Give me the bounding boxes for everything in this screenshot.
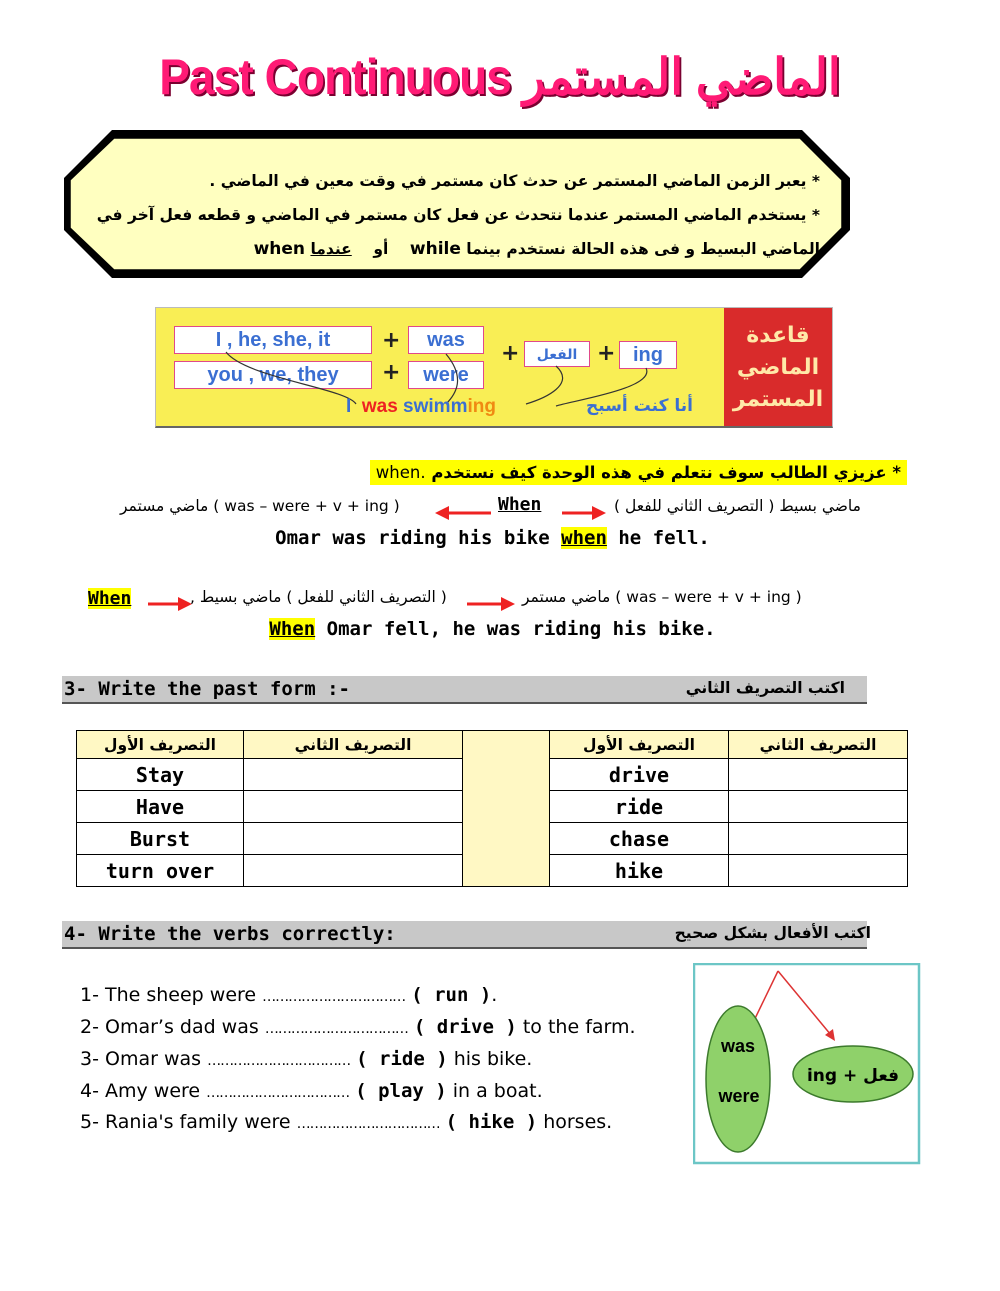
arrow-right-icon [146,594,194,614]
when-heading-ar: * عزيزي الطالب سوف نتعلم في هذه الوحدة كيف نستخدم [431,463,901,482]
base-verb: Have [77,791,244,823]
exercise-item [80,984,497,1006]
when-heading [370,460,907,485]
col-header-first: التصريف الأول [550,731,729,759]
example-sentence-1 [0,527,985,549]
base-verb: turn over [77,855,244,887]
sentence2-rest: Omar fell, he was riding his bike. [326,618,716,640]
diagram-verb-ing: فعل + ing [806,1066,900,1086]
sentence1-when: when [561,527,607,549]
when-word: when [253,239,306,259]
table-divider [463,731,550,887]
item-prefix: 4- Amy were [80,1080,201,1102]
sentence1-part-a: Omar was riding his bike [275,527,550,549]
plus-sign: + [382,328,401,353]
arrow-left-icon [433,503,493,523]
verb-box: الفعل [524,341,590,367]
arrow-right-icon [465,594,517,614]
page-title [40,48,960,106]
answer-cell[interactable] [244,855,463,887]
answer-blank[interactable]: …………………………… [207,1053,351,1069]
col-header-second: التصريف الثاني [729,731,908,759]
example-arabic: أنا كنت أسبح [586,396,693,416]
plural-pronouns-box: you , we, they [174,361,372,389]
sentence2-when: When [269,618,316,640]
exercise-item [80,1080,543,1102]
item-prefix: 3- Omar was [80,1048,202,1070]
answer-blank[interactable]: …………………………… [206,1085,350,1101]
base-verb: Burst [77,823,244,855]
example-was: was [361,396,398,417]
item-suffix: his bike. [453,1048,533,1070]
base-verb: ride [550,791,729,823]
answer-cell[interactable] [244,823,463,855]
answer-cell[interactable] [244,759,463,791]
example-ing: ing [467,396,496,417]
plus-sign: + [597,341,616,366]
example-verb: swimm [403,396,468,417]
formula-text: ( was – were + v + ing ) ماضي مستمر [120,497,400,515]
item-suffix: to the farm. [522,1016,636,1038]
bynama-word: بينما [466,240,501,258]
when-label: When [498,494,542,515]
item-verb: ( ride ) [356,1048,448,1070]
intro-line-3-text: الماضي البسيط و فى هذه الحالة نستخدم [506,240,820,258]
item-verb: ( play ) [355,1080,447,1102]
intro-line-1: * يعبر الزمن الماضي المستمر عن حدث كان مستمر في وقت معين في الماضي . [209,172,820,190]
col-header-first: التصريف الأول [77,731,244,759]
past-simple-formula-2: ( التصريف الثاني للفعل ) ماضي بسيط , [190,588,447,606]
intro-line-3 [95,232,820,266]
item-prefix: 2- Omar’s dad was [80,1016,259,1038]
was-were-ellipse [706,1006,770,1152]
answer-blank[interactable]: …………………………… [262,989,406,1005]
past-continuous-formula-2: ( was – were + v + ing ) ماضي مستمر [522,588,802,606]
diagram-was: was [720,1036,756,1056]
item-suffix: in a boat. [452,1080,543,1102]
while-word: while [409,239,461,259]
item-prefix: 1- The sheep were [80,984,257,1006]
sentence1-part-b: he fell. [618,527,710,549]
when-heading-en: when. [375,463,426,482]
base-verb: Stay [77,759,244,791]
rule-example [346,396,496,418]
base-verb: hike [550,855,729,887]
answer-cell[interactable] [729,791,908,823]
answer-blank[interactable]: …………………………… [296,1116,440,1132]
base-verb: chase [550,823,729,855]
past-form-table [76,730,908,887]
ing-box: ing [619,341,677,369]
arrow-right-icon [560,503,610,523]
exercise-item [80,1048,532,1070]
intro-text [95,164,820,266]
past-simple-formula: ماضي بسيط ( التصريف الثاني للفعل ) [614,497,861,515]
rule-label: قاعدة الماضي المستمر [724,308,832,426]
section3-header [62,676,867,704]
when-label-2: When [88,588,132,609]
answer-cell[interactable] [244,791,463,823]
section4-title-ar: اكتب الأفعال بشكل صحيح [674,924,871,942]
col-header-second: التصريف الثاني [244,731,463,759]
item-verb: ( drive ) [413,1016,517,1038]
answer-blank[interactable]: …………………………… [264,1021,408,1037]
were-box: were [408,361,484,389]
example-sentence-2 [0,618,985,640]
was-box: was [408,326,484,354]
plus-sign: + [501,341,520,366]
table-header-row [77,731,908,759]
item-prefix: 5- Rania's family were [80,1111,291,1133]
indama-word: عندما [310,240,352,258]
section4-header [62,921,871,949]
answer-cell[interactable] [729,759,908,791]
rule-banner [155,307,833,428]
answer-cell[interactable] [729,823,908,855]
intro-line-2: * يستخدم الماضي المستمر عندما نتحدث عن فعل كان مستمر في الماضي و قطعه فعل آخر في [96,206,820,224]
past-continuous-formula [120,497,400,515]
singular-pronouns-box: I , he, she, it [174,326,372,354]
diagram-were: were [718,1086,760,1106]
section4-title: 4- Write the verbs correctly: [64,923,396,945]
exercise-item [80,1016,636,1038]
base-verb: drive [550,759,729,791]
exercise-item [80,1111,612,1133]
item-verb: ( run ) [411,984,492,1006]
example-subject: I [346,396,352,417]
or-word: أو [373,240,389,258]
answer-cell[interactable] [729,855,908,887]
section3-title: 3- Write the past form :- [64,678,350,700]
item-verb: ( hike ) [445,1111,538,1133]
formula-diagram [693,963,921,1165]
title-arabic: الماضي المستمر [522,49,841,105]
item-suffix: . [491,984,498,1006]
item-suffix: horses. [543,1111,613,1133]
title-english: Past Continuous [159,49,511,105]
plus-sign: + [382,360,401,385]
section3-title-ar: اكتب التصريف الثاني [685,679,845,697]
